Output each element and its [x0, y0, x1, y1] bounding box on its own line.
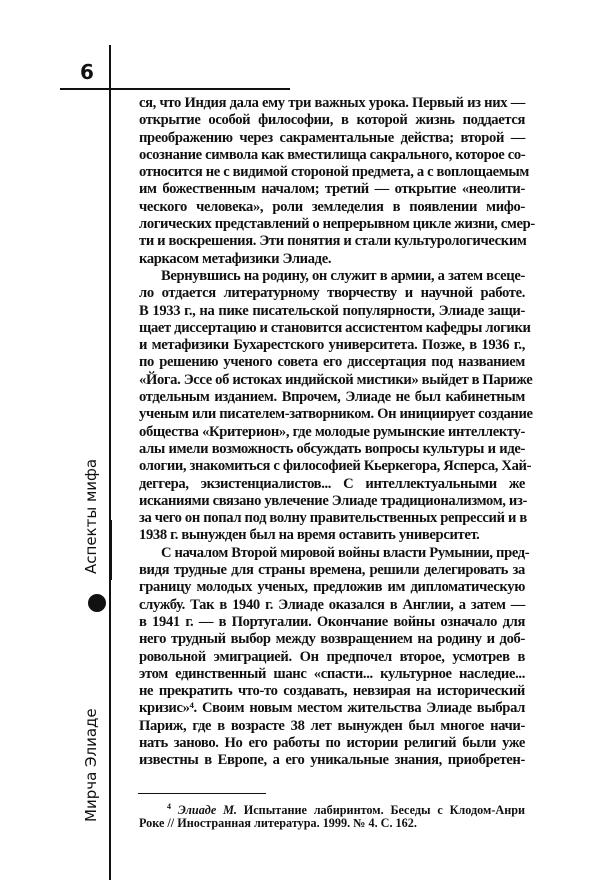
text-line: нать заново. Но его работы по истории религий были уже [139, 734, 525, 751]
text-line: «Йога. Эссе об истоках индийской мистики» выйдет в Париже [139, 371, 533, 388]
margin-rule [109, 45, 111, 880]
text-line: кризис»⁴. Своим новым местом жительства Элиаде выбрал [139, 700, 525, 717]
text-line: границу молодых ученых, предложив им дипломатическую [139, 579, 525, 596]
text-line: видя трудные для страны времена, решили делегировать за [139, 562, 525, 579]
text-line: 1938 г. вынужден был на время оставить университет. [139, 527, 480, 544]
text-line: по решению ученого совета его диссертация под названием [139, 354, 525, 371]
page-number: 6 [80, 60, 94, 84]
header-rule [60, 88, 290, 90]
text-line: ти и воскрешения. Эти понятия и стали культурологическим [139, 233, 527, 250]
text-line: логических представлений о непрерывном цикле жизни, смер- [139, 216, 535, 233]
text-line: исканиями связано увлечение Элиаде традиционализмом, из- [139, 492, 527, 509]
text-line: и метафизики Бухарестского университета. Позже, в 1936 г., [139, 337, 525, 354]
footnote-author: Элиаде М. [177, 803, 237, 818]
text-line: деггера, экзистенциалистов... С интеллектуальными же [139, 475, 525, 492]
text-line: него трудный выбор между возвращением на родину и доб- [139, 631, 525, 648]
text-line: каркасом метафизики Элиаде. [139, 250, 332, 267]
text-line: открытие особой философии, в которой жизнь поддается [139, 112, 525, 129]
text-line: этом единственный шанс «спасти... культурное наследие... [139, 665, 525, 682]
text-line: в 1941 г. — в Португалии. Окончание войны означало для [139, 613, 525, 630]
text-line: общества «Критерион», где молодые румынские интеллекту- [139, 423, 525, 440]
text-line: преображению через сакраментальные действа; второй — [139, 129, 525, 146]
ornament-dot-icon [88, 594, 106, 612]
footnote-line [139, 798, 526, 818]
text-line: щает диссертацию и становится ассистентом кафедры логики [139, 319, 531, 336]
text-line: алы имели возможность обсуждать вопросы культуры и иде- [139, 440, 525, 457]
footnote-marker: 4 [167, 802, 171, 811]
footnote [139, 798, 525, 832]
footnote-title: Испытание лабиринтом. Беседы с Клодом-Анри [243, 803, 526, 818]
text-line: службу. Так в 1940 г. Элиаде оказался в Англии, а затем — [139, 596, 525, 613]
footnote-line: Роке // Иностранная литература. 1999. № 4. С. 162. [139, 816, 417, 830]
text-line: относится не с видимой стороной предмета, а с воплощаемым [139, 164, 530, 181]
text-line: известны в Европе, а его уникальные знания, приобретен- [139, 752, 525, 769]
body-text [139, 95, 535, 770]
text-line: В 1933 г., на пике писательской популярности, Элиаде защи- [139, 302, 525, 319]
text-line: ровольной эмиграцией. Он предпочел второе, усмотрев в [139, 648, 525, 665]
text-line: им божественным началом; третий — открытие «неолити- [139, 181, 525, 198]
footnote-rule [138, 793, 266, 794]
text-line: осознание символа как вместилища сакрального, которое со- [139, 146, 526, 163]
text-line: не прекратить что-то создавать, невзирая на исторический [139, 683, 525, 700]
margin-rule-accent [110, 520, 112, 580]
text-line: ологии, знакомиться с философией Кьеркегора, Ясперса, Хай- [139, 458, 532, 475]
text-line: отдельным изданием. Впрочем, Элиаде не был кабинетным [139, 389, 525, 406]
text-line: Париж, где в возрасте 38 лет вынужден был многое начи- [139, 717, 525, 734]
running-head-author: Мирча Элиаде [82, 708, 100, 822]
text-line: С началом Второй мировой войны власти Румынии, пред- [161, 544, 530, 561]
text-line: ло отдается литературному творчеству и научной работе. [139, 285, 525, 302]
text-line: за чего он попал под волну правительственных репрессий и в [139, 510, 527, 527]
text-line: Вернувшись на родину, он служит в армии, а затем всеце- [161, 267, 525, 284]
text-line: ся, что Индия дала ему три важных урока. Первый из них — [139, 95, 525, 111]
text-line: ученым или писателем-затворником. Он инициирует создание [139, 406, 533, 423]
text-line: ческого человека», роли земледелия в появлении мифо- [139, 198, 525, 215]
running-head-section: Аспекты мифа [82, 458, 100, 574]
